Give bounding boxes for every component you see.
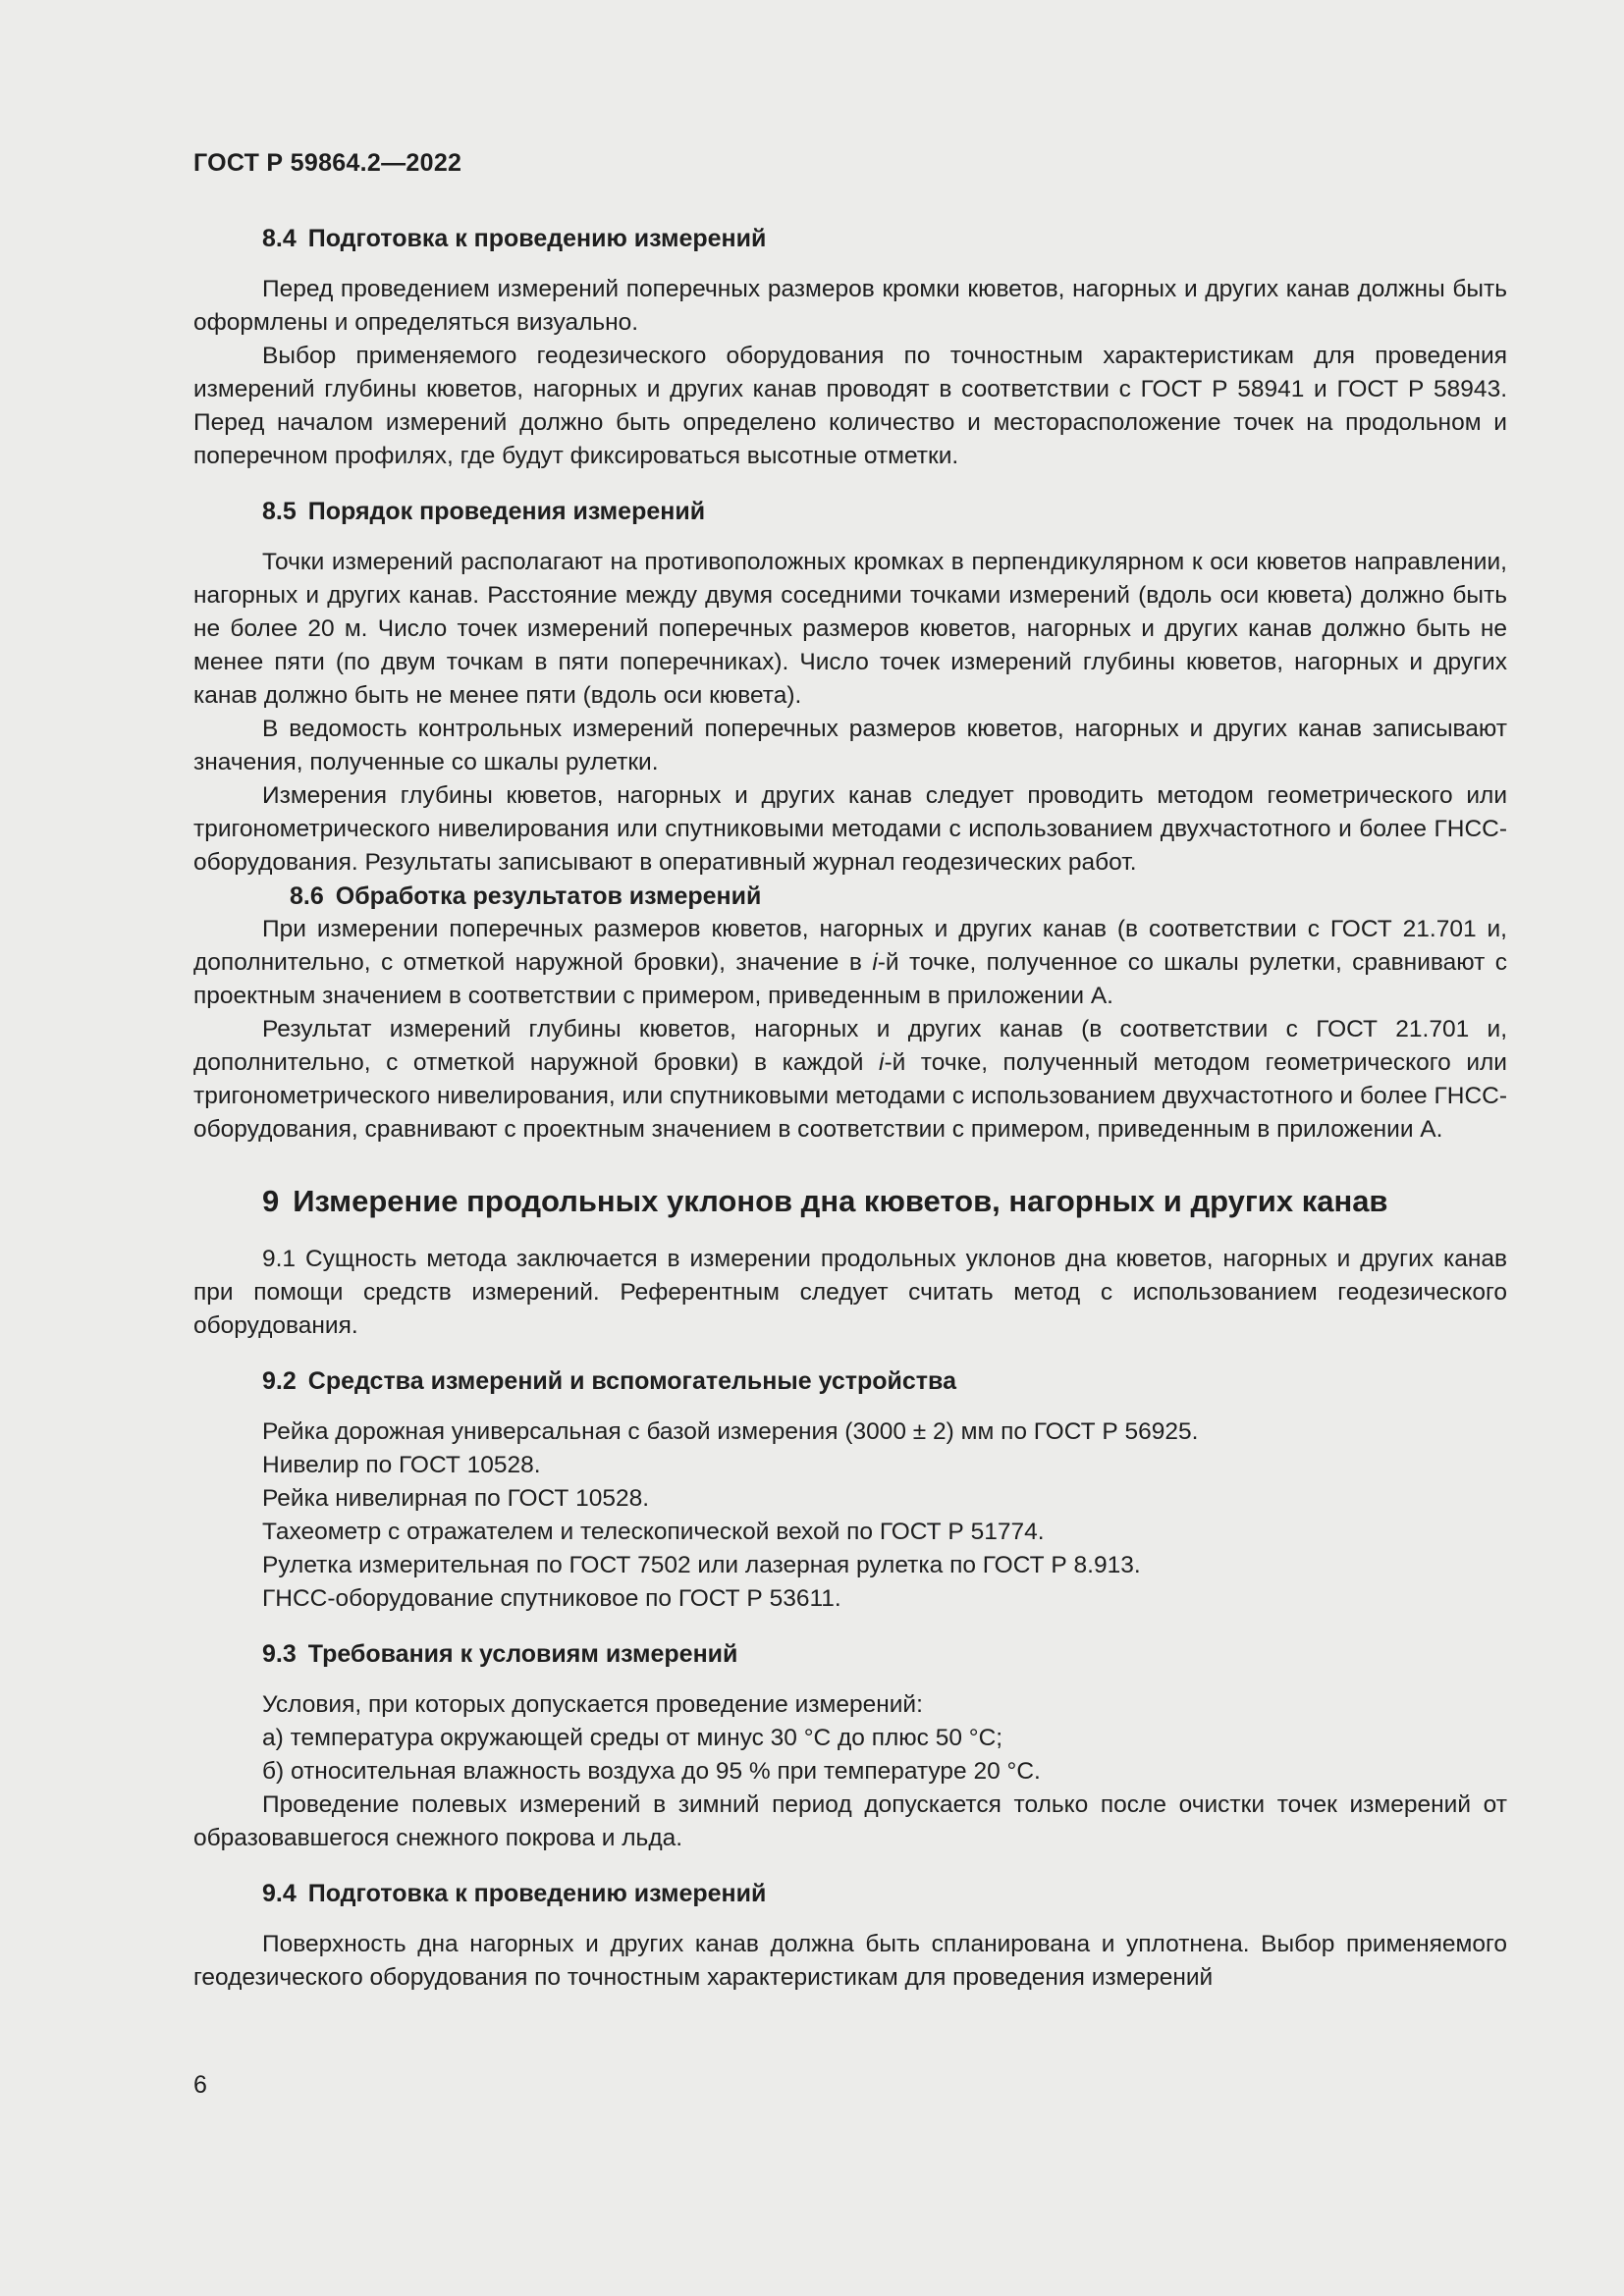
italic-index: i — [878, 1049, 885, 1076]
paragraph — [193, 913, 1507, 1013]
chapter-number: 9 — [262, 1184, 280, 1218]
document-code: ГОСТ Р 59864.2—2022 — [193, 149, 462, 177]
text-run: -й точке, полученный методом геометрического или тригонометрического нивелирования, или спутниковыми методами с использованием двухчастотного и более ГНСС-оборудования, сравнивают с проектным значением в соответствии с примером, приведенным в приложении А. — [193, 1049, 1507, 1143]
text-run: При измерении поперечных размеров кюветов, нагорных и других канав (в соответствии с ГОСТ 21.701 и, дополнительно, с отметкой наружной бровки), значение в — [193, 916, 1507, 976]
list-item: Тахеометр с отражателем и телескопической вехой по ГОСТ Р 51774. — [262, 1519, 1045, 1545]
section-number: 8.4 — [262, 225, 297, 252]
section-title: Подготовка к проведению измерений — [307, 1880, 767, 1907]
section-heading-8-5 — [193, 495, 1507, 528]
section-title: Требования к условиям измерений — [307, 1640, 738, 1668]
section-number: 9.4 — [262, 1880, 297, 1907]
section-title: Порядок проведения измерений — [307, 498, 706, 525]
section-heading-9-2 — [193, 1364, 1507, 1398]
list-item: Рейка нивелирная по ГОСТ 10528. — [262, 1485, 650, 1512]
section-title: Обработка результатов измерений — [335, 882, 762, 910]
list-item: Рулетка измерительная по ГОСТ 7502 или лазерная рулетка по ГОСТ Р 8.913. — [262, 1552, 1141, 1578]
section-heading-9-4 — [193, 1877, 1507, 1910]
section-number: 8.6 — [290, 882, 324, 910]
list-item: Рейка дорожная универсальная с базой измерения (3000 ± 2) мм по ГОСТ Р 56925. — [262, 1418, 1199, 1445]
chapter-heading-9 — [193, 1182, 1507, 1221]
section-heading-8-6 — [193, 880, 1507, 913]
document-body — [193, 222, 1507, 1995]
paragraph: Поверхность дна нагорных и других канав должна быть спланирована и уплотнена. Выбор применяемого геодезического оборудования по точностным характеристикам для проведения измерений — [193, 1931, 1507, 1991]
list-item: ГНСС-оборудование спутниковое по ГОСТ Р 53611. — [262, 1585, 841, 1612]
chapter-title: Измерение продольных уклонов дна кюветов, нагорных и других канав — [293, 1184, 1388, 1218]
paragraph: Измерения глубины кюветов, нагорных и других канав следует проводить методом геометрического или тригонометрического нивелирования или спутниковыми методами с использованием двухчастотного и более ГНСС-оборудования. Результаты записывают в оперативный журнал геодезических работ. — [193, 782, 1507, 876]
section-heading-9-3 — [193, 1637, 1507, 1671]
paragraph: Точки измерений располагают на противоположных кромках в перпендикулярном к оси кюветов направлении, нагорных и других канав. Расстояние между двумя соседними точками измерений (вдоль оси кювета) должно быть не более 20 м. Число точек измерений поперечных размеров кюветов, нагорных и других канав должно быть не менее пяти (по двум точкам в пяти поперечниках). Число точек измерений глубины кюветов, нагорных и других канав должно быть не менее пяти (вдоль оси кювета). — [193, 549, 1507, 709]
list-item: б) относительная влажность воздуха до 95 % при температуре 20 °С. — [262, 1758, 1041, 1785]
italic-index: i — [872, 949, 878, 976]
paragraph: В ведомость контрольных измерений поперечных размеров кюветов, нагорных и других канав записывают значения, полученные со шкалы рулетки. — [193, 716, 1507, 775]
section-heading-8-4 — [193, 222, 1507, 255]
page-number: 6 — [193, 2071, 207, 2099]
paragraph — [193, 1013, 1507, 1147]
section-number: 8.5 — [262, 498, 297, 525]
section-title: Подготовка к проведению измерений — [307, 225, 767, 252]
paragraph: 9.1 Сущность метода заключается в измерении продольных уклонов дна кюветов, нагорных и других канав при помощи средств измерений. Референтным следует считать метод с использованием геодезического оборудования. — [193, 1246, 1507, 1339]
text-run: Результат измерений глубины кюветов, нагорных и других канав (в соответствии с ГОСТ 21.701 и, дополнительно, с отметкой наружной бровки) в каждой — [193, 1016, 1507, 1076]
paragraph: Выбор применяемого геодезического оборудования по точностным характеристикам для проведения измерений глубины кюветов, нагорных и других канав проводят в соответствии с ГОСТ Р 58941 и ГОСТ Р 58943. Перед началом измерений должно быть определено количество и месторасположение точек на продольном и поперечном профилях, где будут фиксироваться высотные отметки. — [193, 343, 1507, 469]
paragraph: Условия, при которых допускается проведение измерений: — [262, 1691, 923, 1718]
paragraph: Проведение полевых измерений в зимний период допускается только после очистки точек измерений от образовавшегося снежного покрова и льда. — [193, 1791, 1507, 1851]
list-item: Нивелир по ГОСТ 10528. — [262, 1452, 541, 1478]
list-item: а) температура окружающей среды от минус 30 °С до плюс 50 °С; — [262, 1725, 1003, 1751]
section-number: 9.3 — [262, 1640, 297, 1668]
text-run: -й точке, полученное со шкалы рулетки, сравнивают с проектным значением в соответствии с примером, приведенным в приложении А. — [193, 949, 1507, 1009]
section-number: 9.2 — [262, 1367, 297, 1395]
paragraph: Перед проведением измерений поперечных размеров кромки кюветов, нагорных и других канав должны быть оформлены и определяться визуально. — [193, 276, 1507, 336]
section-title: Средства измерений и вспомогательные устройства — [307, 1367, 956, 1395]
